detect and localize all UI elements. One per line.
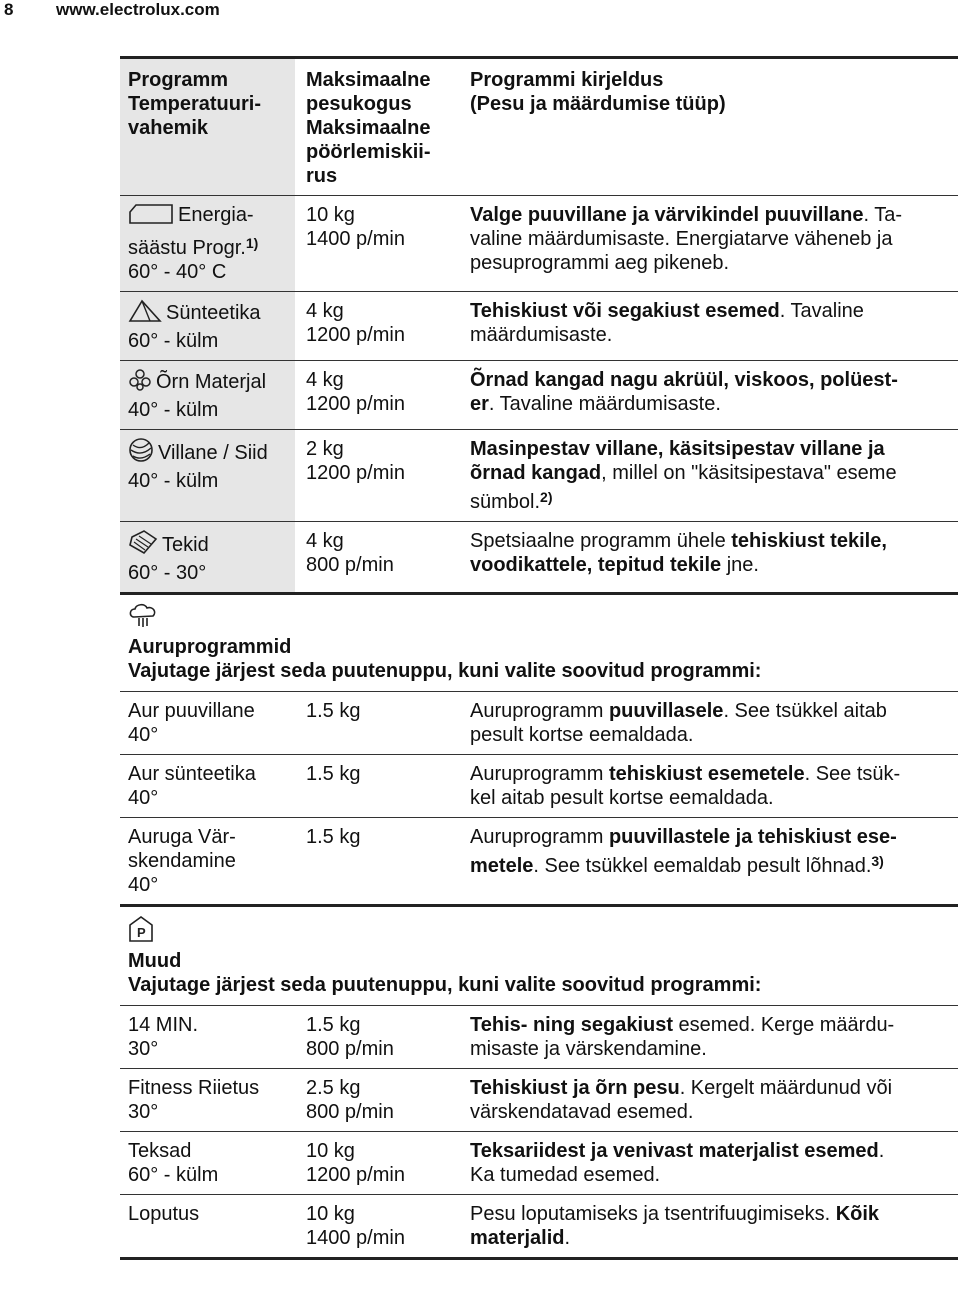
steam-section-header — [120, 595, 958, 692]
delicates-icon — [128, 368, 152, 398]
description-cell: Teksariidest ja venivast materjalist esemed. Ka tumedad esemed. — [470, 1140, 885, 1186]
program-name: Aur sünteetika — [128, 763, 256, 785]
max-load: 10 kg — [306, 204, 355, 226]
program-name: Tekid — [128, 529, 287, 561]
program-name-cell — [120, 1069, 298, 1131]
synthetics-icon — [128, 299, 162, 329]
other-subtitle: Vajutage järjest seda puutenuppu, kuni valite soovitud programmi: — [128, 974, 762, 996]
load-spin-cell — [298, 755, 462, 817]
temperature-range: 40° — [128, 724, 159, 746]
program-name: Õrn Materjal — [128, 368, 287, 398]
temperature-range: 40° — [128, 787, 159, 809]
header-description: Programmi kirjeldus (Pesu ja määrdumise tüüp) — [470, 69, 726, 115]
energy-save-icon — [128, 203, 174, 231]
description-cell: Masinpestav villane, käsitsipestav villane ja õrnad kangad, millel on "käsitsipestava" eseme sümbol.$^{2)}$ — [470, 438, 897, 513]
program-row — [120, 292, 958, 361]
temperature-range: 40° - külm — [128, 399, 219, 421]
table-header — [120, 59, 958, 196]
spin-speed: 1400 p/min — [306, 228, 405, 250]
page-number: 8 — [4, 0, 14, 19]
program-name: Energia- — [128, 203, 287, 231]
website-url: www.electrolux.com — [56, 0, 220, 19]
spin-speed: 1200 p/min — [306, 393, 405, 415]
program-name-cell — [120, 361, 298, 429]
other-title: Muud — [128, 950, 182, 972]
load-spin-cell — [298, 522, 462, 592]
spin-speed: 800 p/min — [306, 1038, 394, 1060]
temperature-range: 40° — [128, 874, 159, 896]
header-program: Programm Temperatuuri- vahemik — [120, 59, 298, 195]
load-spin-cell — [298, 1069, 462, 1131]
header-load-spin: Maksimaalne pesukogus Maksimaalne pöörlemiskii- rus — [306, 69, 431, 187]
spin-speed: 800 p/min — [306, 554, 394, 576]
description-cell: Tehiskiust või segakiust esemed. Tavaline määrdumisaste. — [470, 300, 864, 346]
description-cell: Auruprogramm tehiskiust esemetele. See tsük- kel aitab pesult kortse eemaldada. — [470, 763, 901, 809]
program-name-cell — [120, 1132, 298, 1194]
steam-icon — [128, 603, 950, 635]
program-name-cell — [120, 522, 298, 592]
description-cell: Auruprogramm puuvillastele ja tehiskiust ese- metele. See tsükkel eemaldab pesult lõhnad.$^{3)}$ — [470, 826, 897, 877]
svg-text:P: P — [137, 925, 146, 940]
steam-program-row — [120, 692, 958, 755]
program-name: Fitness Riietus — [128, 1077, 260, 1099]
program-row — [120, 361, 958, 430]
program-row — [120, 196, 958, 292]
spin-speed: 1200 p/min — [306, 1164, 405, 1186]
spin-speed: 1200 p/min — [306, 462, 405, 484]
program-name: Villane / Siid — [128, 437, 287, 469]
description-cell: Tehis- ning segakiust esemed. Kerge määrdu- misaste ja värskendamine. — [470, 1014, 895, 1060]
other-program-row — [120, 1069, 958, 1132]
temperature-range: 60° - 30° — [128, 562, 207, 584]
program-name-cell — [120, 1195, 298, 1257]
max-load: 2.5 kg — [306, 1077, 361, 1099]
temperature-range: 60° - 40° C — [128, 261, 227, 283]
other-section-header — [120, 907, 958, 1006]
max-load: 1.5 kg — [306, 1014, 361, 1036]
max-load: 4 kg — [306, 300, 344, 322]
steam-program-row — [120, 818, 958, 907]
spin-speed: 1400 p/min — [306, 1227, 405, 1249]
max-load: 1.5 kg — [306, 700, 361, 722]
wool-icon — [128, 437, 154, 469]
description-cell: Pesu loputamiseks ja tsentrifuugimiseks. Kõik materjalid. — [470, 1203, 880, 1249]
max-load: 1.5 kg — [306, 763, 361, 785]
program-name-cell — [120, 1006, 298, 1068]
max-load: 4 kg — [306, 369, 344, 391]
load-spin-cell — [298, 818, 462, 904]
program-name: Auruga Vär- — [128, 826, 236, 848]
program-name-cell — [120, 430, 298, 521]
description-cell: Tehiskiust ja õrn pesu. Kergelt määrdunud või värskendatavad esemed. — [470, 1077, 893, 1123]
steam-subtitle: Vajutage järjest seda puutenuppu, kuni valite soovitud programmi: — [128, 660, 762, 682]
description-cell: Auruprogramm puuvillasele. See tsükkel aitab pesult kortse eemaldada. — [470, 700, 887, 746]
temperature-range: 30° — [128, 1101, 159, 1123]
description-cell: Õrnad kangad nagu akrüül, viskoos, polüest- er. Tavaline määrdumisaste. — [470, 369, 898, 415]
temperature-range: 40° - külm — [128, 470, 219, 492]
load-spin-cell — [298, 292, 462, 360]
temperature-range: 30° — [128, 1038, 159, 1060]
program-name: Sünteetika — [128, 299, 287, 329]
description-cell: Spetsiaalne programm ühele tehiskiust tekile, voodikattele, tepitud tekile jne. — [470, 530, 887, 576]
load-spin-cell — [298, 361, 462, 429]
max-load: 1.5 kg — [306, 826, 361, 848]
steam-title: Auruprogrammid — [128, 636, 292, 658]
program-name: Loputus — [128, 1203, 200, 1225]
description-cell: Valge puuvillane ja värvikindel puuvillane. Ta- valine määrdumisaste. Energiatarve väheneb ja pesuprogrammi aeg pikeneb. — [470, 204, 903, 274]
max-load: 10 kg — [306, 1140, 355, 1162]
temperature-range: 60° - külm — [128, 1164, 219, 1186]
load-spin-cell — [298, 196, 462, 291]
program-name-cell — [120, 692, 298, 754]
program-name-cell — [120, 755, 298, 817]
program-name: 14 MIN. — [128, 1014, 199, 1036]
other-program-row — [120, 1195, 958, 1260]
program-table — [120, 56, 958, 1260]
duvet-icon — [128, 529, 158, 561]
load-spin-cell — [298, 692, 462, 754]
program-name-cell: Energia- säästu Progr.$^{1)}$ 60° - 40° C — [120, 196, 298, 291]
program-name-cell: Auruga Vär- skendamine 40° — [120, 818, 298, 904]
program-row — [120, 430, 958, 522]
max-load: 10 kg — [306, 1203, 355, 1225]
max-load: 4 kg — [306, 530, 344, 552]
program-name-cell — [120, 292, 298, 360]
other-program-row — [120, 1132, 958, 1195]
program-name: Aur puuvillane — [128, 700, 255, 722]
load-spin-cell — [298, 1006, 462, 1068]
load-spin-cell — [298, 430, 462, 521]
program-name: Teksad — [128, 1140, 192, 1162]
load-spin-cell — [298, 1195, 462, 1257]
spin-speed: 800 p/min — [306, 1101, 394, 1123]
spin-speed: 1200 p/min — [306, 324, 405, 346]
temperature-range: 60° - külm — [128, 330, 219, 352]
load-spin-cell — [298, 1132, 462, 1194]
parking-p-icon — [128, 915, 950, 949]
other-program-row — [120, 1006, 958, 1069]
max-load: 2 kg — [306, 438, 344, 460]
steam-program-row — [120, 755, 958, 818]
program-row — [120, 522, 958, 595]
